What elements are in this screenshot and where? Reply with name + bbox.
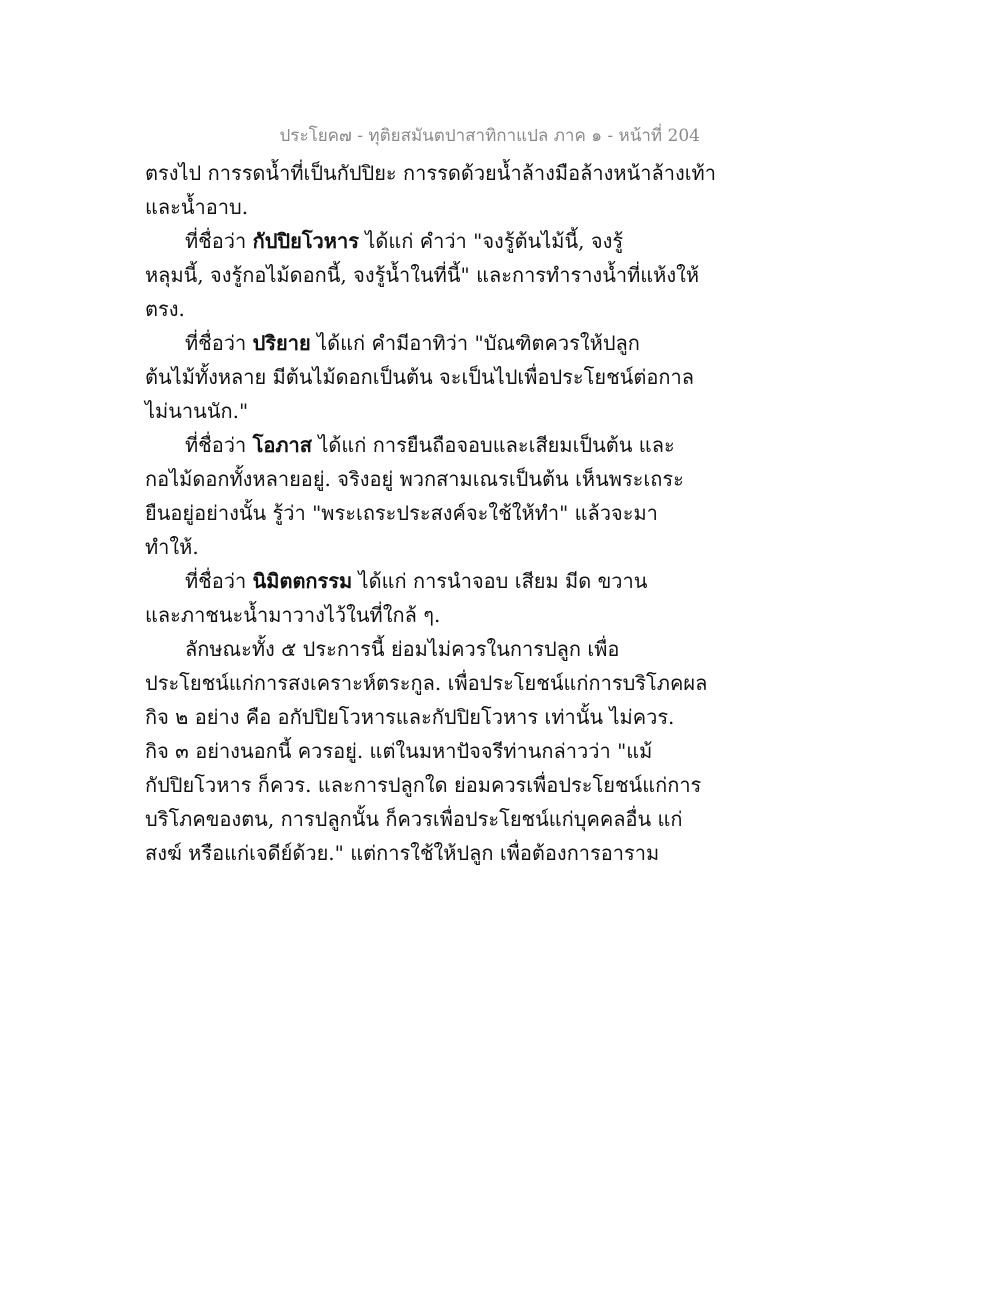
text-line: และภาชนะน้ำมาวางไว้ในที่ใกล้ ๆ. (145, 603, 441, 627)
text-line: สงฆ์ หรือแก่เจดีย์ด้วย." แต่การใช้ให้ปลูก เพื่อต้องการอาราม (145, 841, 660, 865)
text-line (145, 564, 705, 598)
text-line: ตรง. (145, 297, 185, 321)
text-line: ประโยชน์แก่การสงเคราะห์ตระกูล. เพื่อประโยชน์แก่การบริโภคผล (145, 671, 708, 695)
text-line: และน้ำอาบ. (145, 195, 249, 219)
bold-term: กัปปิยโวหาร (252, 229, 359, 253)
paragraph (145, 156, 716, 224)
bold-term: ปริยาย (252, 331, 311, 355)
text-line: กิจ ๒ อย่าง คือ อกัปปิยโวหารและกัปปิยโวหาร เท่านั้น ไม่ควร. (145, 705, 675, 729)
page-header: ประโยค๗ - ทุติยสมันตปาสาทิกาแปล ภาค ๑ - หน้าที่ 204 (279, 126, 700, 146)
text-line: ลักษณะทั้ง ๕ ประการนี้ ย่อมไม่ควรในการปลูก เพื่อ (185, 637, 620, 661)
line-prefix: ที่ชื่อว่า (185, 229, 253, 253)
text-line (145, 428, 705, 462)
text-line: ยืนอยู่อย่างนั้น รู้ว่า "พระเถระประสงค์จะใช้ให้ทำ" แล้วจะมา (145, 501, 658, 525)
text-line: ไม่นานนัก." (145, 399, 249, 423)
line-prefix: ที่ชื่อว่า (185, 569, 253, 593)
paragraph (145, 632, 708, 870)
text-line (145, 326, 705, 360)
text-line: ต้นไม้ทั้งหลาย มีต้นไม้ดอกเป็นต้น จะเป็นไปเพื่อประโยชน์ต่อกาล (145, 365, 694, 389)
text-line: หลุมนี้, จงรู้กอไม้ดอกนี้, จงรู้น้ำในที่นี้" และการทำรางน้ำที่แห้งให้ (145, 263, 700, 287)
bold-term: โอภาส (252, 433, 312, 457)
text-line: กัปปิยโวหาร ก็ควร. และการปลูกใด ย่อมควรเพื่อประโยชน์แก่การ (145, 773, 702, 797)
bold-term: นิมิตตกรรม (252, 569, 353, 593)
text-line: บริโภคของตน, การปลูกนั้น ก็ควรเพื่อประโยชน์แก่บุคคลอื่น แก่ (145, 807, 683, 831)
line-prefix: ที่ชื่อว่า (185, 433, 253, 457)
body-text (145, 156, 716, 870)
paragraph (145, 564, 705, 632)
line-suffix: ได้แก่ คำว่า "จงรู้ต้นไม้นี้, จงรู้ (358, 229, 624, 253)
text-line: กิจ ๓ อย่างนอกนี้ ควรอยู่. แต่ในมหาปัจจรีท่านกล่าวว่า "แม้ (145, 739, 653, 763)
paragraph (145, 326, 705, 428)
paragraph (145, 224, 705, 326)
text-line (145, 224, 705, 258)
line-suffix: ได้แก่ การยืนถือจอบและเสียมเป็นต้น และ (311, 433, 675, 457)
text-line: ทำให้. (145, 535, 199, 559)
text-line: กอไม้ดอกทั้งหลายอยู่. จริงอยู่ พวกสามเณรเป็นต้น เห็นพระเถระ (145, 467, 684, 491)
line-suffix: ได้แก่ คำมีอาทิว่า "บัณฑิตควรให้ปลูก (310, 331, 640, 355)
line-suffix: ได้แก่ การนำจอบ เสียม มีด ขวาน (352, 569, 648, 593)
paragraph (145, 428, 705, 564)
text-line: ตรงไป การรดน้ำที่เป็นกัปปิยะ การรดด้วยน้ำล้างมือล้างหน้าล้างเท้า (145, 161, 716, 185)
line-prefix: ที่ชื่อว่า (185, 331, 253, 355)
